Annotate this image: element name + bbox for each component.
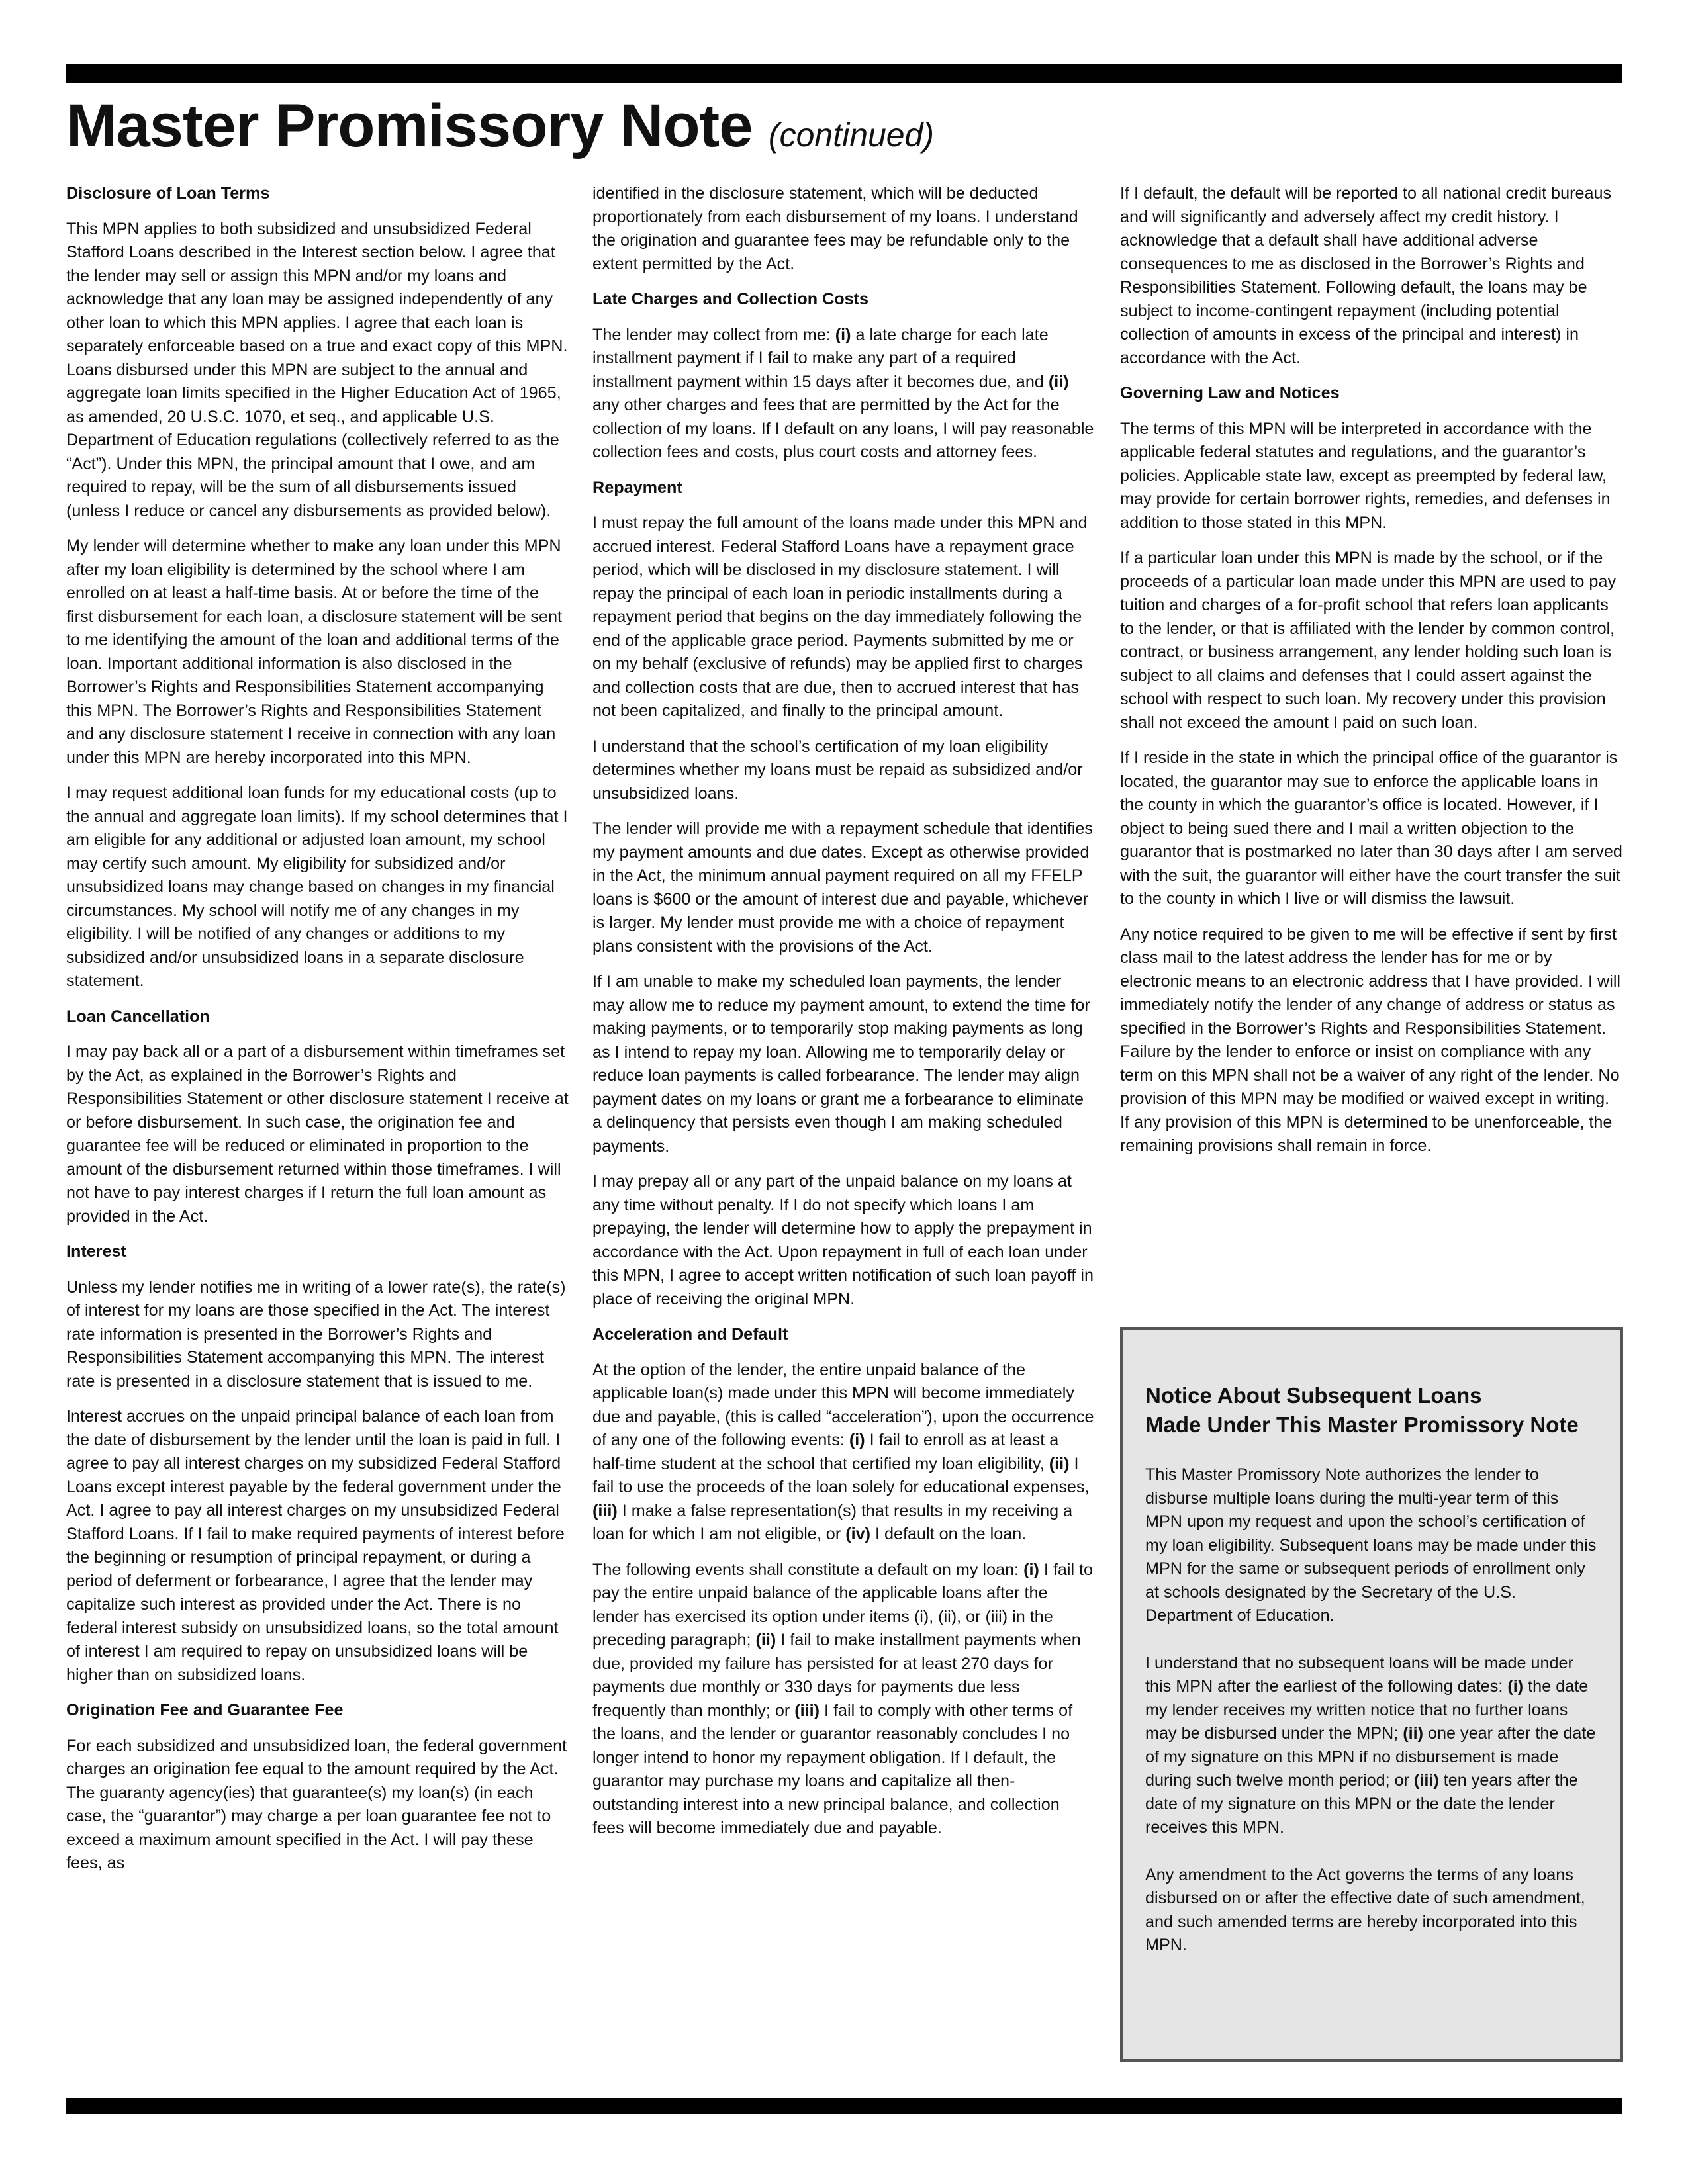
item-marker: (ii) [1048, 372, 1069, 391]
paragraph: Any notice required to be given to me will be effective if sent by first class mail to the latest address the lender has for me or by electronic means to an electronic address that I have provided. I will immediately notify the lender of any change of address or status as specified in the Borrower’s Rights and Responsibilities Statement. Failure by the lender to enforce or insist on compliance with any term on this MPN shall not be a waiver of any right of the lender. No provision of this MPN may be modified or waived except in writing. If any provision of this MPN is determined to be unenforceable, the remaining provisions shall remain in force. [1120, 925, 1621, 1155]
column-3 [1120, 182, 1623, 1170]
text-run: At the option of the lender, the entire unpaid balance of the applicable loan(s) made under this MPN will become immediately due and payable, (this is called “acceleration”), upon the occurrence of any one of the following events: [592, 1360, 1094, 1449]
text-run: I default on the loan. [870, 1525, 1027, 1543]
heading-origination-fee: Origination Fee and Guarantee Fee [66, 1701, 344, 1719]
paragraph: The terms of this MPN will be interpreted in accordance with the applicable federal statutes and regulations, and the guarantor’s policies. Applicable state law, except as preempted by federal law, may provide for certain borrower rights, remedies, and defenses in addition to those stated in this MPN. [1120, 419, 1611, 532]
text-run: I fail to use the proceeds of the loan solely for educational expenses, [592, 1454, 1090, 1496]
text-run: a late charge for each late installment payment if I fail to make any part of a required installment payment within 15 days after it becomes due, and [592, 325, 1049, 391]
text-run: I fail to enroll as at least a half-time student at the school that certified my loan eligibility, [592, 1431, 1059, 1473]
paragraph: If I am unable to make my scheduled loan payments, the lender may allow me to reduce my payment amount, to extend the time for making payments, or to temporarily stop making payments as long as I intend to repay my loan. Allowing me to temporarily delay or reduce loan payments is called forbearance. The lender may align payment dates on my loans or grant me a forbearance to eliminate a delinquency that persists even though I am making scheduled payments. [592, 972, 1090, 1156]
paragraph: My lender will determine whether to make any loan under this MPN after my loan eligibility is determined by the school where I am enrolled on at least a half-time basis. At or before the time of the first disbursement for each loan, a disclosure statement will be sent to me identifying the amount of the loan and additional terms of the loan. Important additional information is also disclosed in the Borrower’s Rights and Responsibilities Statement accompanying this MPN. The Borrower’s Rights and Responsibilities Statement and any disclosure statement I receive in connection with any loan under this MPN are hereby incorporated into this MPN. [66, 537, 562, 767]
paragraph: I may pay back all or a part of a disbursement within timeframes set by the Act, as explained in the Borrower’s Rights and Responsibilities Statement or other disclosure statement I receive at or before disbursement. In such case, the origination fee and guarantee fee will be reduced or eliminated in proportion to the amount of the disbursement returned within those timeframes. I will not have to pay interest charges if I return the full loan amount as provided in the Act. [66, 1042, 569, 1226]
text-run: I understand that no subsequent loans will be made under this MPN after the earliest of the following dates: [1145, 1653, 1573, 1696]
item-marker: (i) [1507, 1677, 1524, 1696]
item-marker: (ii) [755, 1631, 776, 1649]
paragraph: Interest accrues on the unpaid principal balance of each loan from the date of disbursement by the lender until the loan is paid in full. I agree to pay all interest charges on my subsidized Federal Stafford Loans except interest payable by the federal government under the Act. I agree to pay all interest charges on my unsubsidized Federal Stafford Loans. If I fail to make required payments of interest before the beginning or resumption of principal repayment, or during a period of deferment or forbearance, I agree that the lender may capitalize such interest as provided under the Act. There is no federal interest subsidy on unsubsidized loans, so the total amount of interest I am required to repay on unsubsidized loans will be higher than on subsidized loans. [66, 1407, 565, 1684]
notice-title [1145, 1381, 1598, 1439]
paragraph: I understand that the school’s certification of my loan eligibility determines whether my loans must be repaid as subsidized and/or unsubsidized loans. [592, 737, 1083, 803]
paragraph: If I default, the default will be reported to all national credit bureaus and will significantly and adversely affect my credit history. I acknowledge that a default shall have additional adverse consequences to me as disclosed in the Borrower’s Rights and Responsibilities Statement. Following default, the loans may be subject to income-contingent repayment (including potential collection of amounts in excess of the principal and interest) in accordance with the Act. [1120, 184, 1612, 367]
paragraph: The lender will provide me with a repayment schedule that identifies my payment amounts and due dates. Except as otherwise provided in the Act, the minimum annual payment required on all my FFELP loans is $600 or the amount of interest due and payable, whichever is larger. My lender must provide me with a choice of repayment plans consistent with the provisions of the Act. [592, 819, 1094, 956]
paragraph: Any amendment to the Act governs the terms of any loans disbursed on or after the effective date of such amendment, and such amended terms are hereby incorporated into this MPN. [1145, 1865, 1585, 1954]
text-run: The lender may collect from me: [592, 325, 835, 344]
paragraph: I may prepay all or any part of the unpaid balance on my loans at any time without penalty. If I do not specify which loans I am prepaying, the lender will determine how to apply the prepayment in accordance with the Act. Upon repayment in full of each loan under this MPN, I agree to accept written notification of such loan payoff in place of receiving the original MPN. [592, 1172, 1094, 1308]
text-run: any other charges and fees that are permitted by the Act for the collection of my loans. If I default on any loans, I will pay reasonable collection fees and costs, plus court costs and attorney fees. [592, 396, 1094, 461]
item-marker: (iii) [592, 1501, 618, 1520]
item-marker: (iii) [1414, 1771, 1439, 1790]
notice-box [1120, 1327, 1623, 2062]
bottom-rule [66, 2098, 1622, 2114]
heading-interest: Interest [66, 1242, 126, 1261]
paragraph: If a particular loan under this MPN is made by the school, or if the proceeds of a particular loan made under this MPN are used to pay tuition and charges of a for-profit school that refers loan applicants to the lender, or that is affiliated with the lender by common control, contract, or business arrangement, any lender holding such loan is subject to all claims and defenses that I could assert against the school with respect to such loan. My recovery under this provision shall not exceed the amount I paid on such loan. [1120, 549, 1617, 732]
heading-repayment: Repayment [592, 478, 682, 497]
text-run: I fail to comply with other terms of the loans, and the lender or guarantor reasonably concludes I no longer intend to honor my repayment obligation. If I default, the guarantor may purchase my loans and capitalize all then-outstanding interest into a new principal balance, and collection fees will become immediately due and payable. [592, 1701, 1073, 1837]
column-1 [66, 182, 569, 1888]
paragraph [592, 1359, 1096, 1547]
text-run: ten years after the date of my signature on this MPN or the date the lender receives this MPN. [1145, 1771, 1578, 1837]
paragraph: This MPN applies to both subsidized and unsubsidized Federal Stafford Loans described in the Interest section below. I agree that the lender may sell or assign this MPN and/or my loans and acknowledge that any loan may be assigned independently of any other loan to which this MPN applies. I agree that each loan is separately enforceable based on a true and exact copy of this MPN. Loans disbursed under this MPN are subject to the annual and aggregate loan limits specified in the Higher Education Act of 1965, as amended, 20 U.S.C. 1070, et seq., and applicable U.S. Department of Education regulations (collectively referred to as the “Act”). Under this MPN, the principal amount that I owe, and am required to repay, will be the sum of all disbursements issued (unless I reduce or cancel any disbursements as provided below). [66, 219, 568, 520]
column-2 [592, 182, 1096, 1852]
paragraph: This Master Promissory Note authorizes the lender to disburse multiple loans during the multi-year term of this MPN upon my request and upon the school’s certification of my loan eligibility. Subsequent loans may be made under this MPN for the same or subsequent periods of enrollment only at schools designated by the Secretary of the U.S. Department of Education. [1145, 1465, 1597, 1625]
paragraph: For each subsidized and unsubsidized loan, the federal government charges an origination fee equal to the amount required by the Act. The guaranty agency(ies) that guarantee(s) my loan(s) (in each case, the “guarantor”) may charge a per loan guarantee fee not to exceed a maximum amount specified in the Act. I will pay these fees, as [66, 1736, 567, 1872]
heading-late-charges: Late Charges and Collection Costs [592, 290, 869, 308]
paragraph [592, 324, 1096, 465]
item-marker: (ii) [1049, 1454, 1070, 1473]
item-marker: (iv) [845, 1525, 870, 1543]
heading-disclosure: Disclosure of Loan Terms [66, 184, 270, 203]
paragraph: Unless my lender notifies me in writing of a lower rate(s), the rate(s) of interest for my loans are those specified in the Act. The interest rate information is presented in the Borrower’s Rights and Responsibilities Statement accompanying this MPN. The interest rate is presented in a disclosure statement that is issued to me. [66, 1277, 566, 1390]
text-run: one year after the date of my signature on this MPN if no disbursement is made during such twelve month period; or [1145, 1724, 1596, 1790]
text-run: I make a false representation(s) that results in my receiving a loan for which I am not eligible, or [592, 1501, 1073, 1543]
item-marker: (i) [835, 325, 851, 344]
paragraph: I may request additional loan funds for my educational costs (up to the annual and aggregate loan limits). If my school determines that I am eligible for any additional or adjusted loan amount, my school may certify such amount. My eligibility for subsidized and/or unsubsidized loans may change based on changes in my financial circumstances. My school will notify me of any changes in my eligibility. I will be notified of any changes or additions to my subsidized and/or unsubsidized loans in a separate disclosure statement. [66, 784, 568, 990]
paragraph [1145, 1652, 1598, 1840]
paragraph [592, 1559, 1096, 1841]
heading-governing-law: Governing Law and Notices [1120, 384, 1340, 402]
title-main: Master Promissory Note [66, 92, 753, 159]
text-run: the date my lender receives my written notice that no further loans may be disbursed under the MPN; [1145, 1677, 1589, 1743]
item-marker: (i) [849, 1431, 865, 1449]
notice-title-line: Notice About Subsequent Loans [1145, 1383, 1482, 1408]
paragraph: identified in the disclosure statement, which will be deducted proportionately from each disbursement of my loans. I understand the origination and guarantee fees may be refundable only to the extent permitted by the Act. [592, 184, 1078, 273]
heading-acceleration-default: Acceleration and Default [592, 1325, 788, 1343]
text-run: The following events shall constitute a default on my loan: [592, 1560, 1024, 1579]
page-title [66, 93, 934, 168]
item-marker: (ii) [1403, 1724, 1423, 1743]
text-run: I fail to make installment payments when due, provided my failure has persisted for at least 270 days for payments due monthly or 330 days for payments due less frequently than monthly; or [592, 1631, 1081, 1720]
top-rule [66, 64, 1622, 83]
title-subtitle: (continued) [768, 116, 935, 154]
notice-title-line: Made Under This Master Promissory Note [1145, 1412, 1579, 1437]
text-run: I fail to pay the entire unpaid balance of the applicable loans after the lender has exercised its option under items (i), (ii), or (iii) in the preceding paragraph; [592, 1560, 1094, 1649]
item-marker: (iii) [794, 1701, 820, 1720]
paragraph: I must repay the full amount of the loans made under this MPN and accrued interest. Federal Stafford Loans have a repayment grace period, which will be disclosed in my disclosure statement. I will repay the principal of each loan in periodic installments during a repayment period that begins on the day immediately following the end of the applicable grace period. Payments submitted by me or on my behalf (exclusive of refunds) may be applied first to charges and collection costs that are due, then to accrued interest that has not been capitalized, and finally to the principal amount. [592, 514, 1088, 720]
heading-loan-cancellation: Loan Cancellation [66, 1007, 210, 1026]
item-marker: (i) [1023, 1560, 1039, 1579]
paragraph: If I reside in the state in which the principal office of the guarantor is located, the guarantor may sue to enforce the applicable loans in the county in which the guarantor’s office is located. However, if I object to being sued there and I mail a written objection to the guarantor that is postmarked no later than 30 days after I am served with the suit, the guarantor will either have the court transfer the suit to the county in which I live or will dismiss the lawsuit. [1120, 749, 1622, 908]
